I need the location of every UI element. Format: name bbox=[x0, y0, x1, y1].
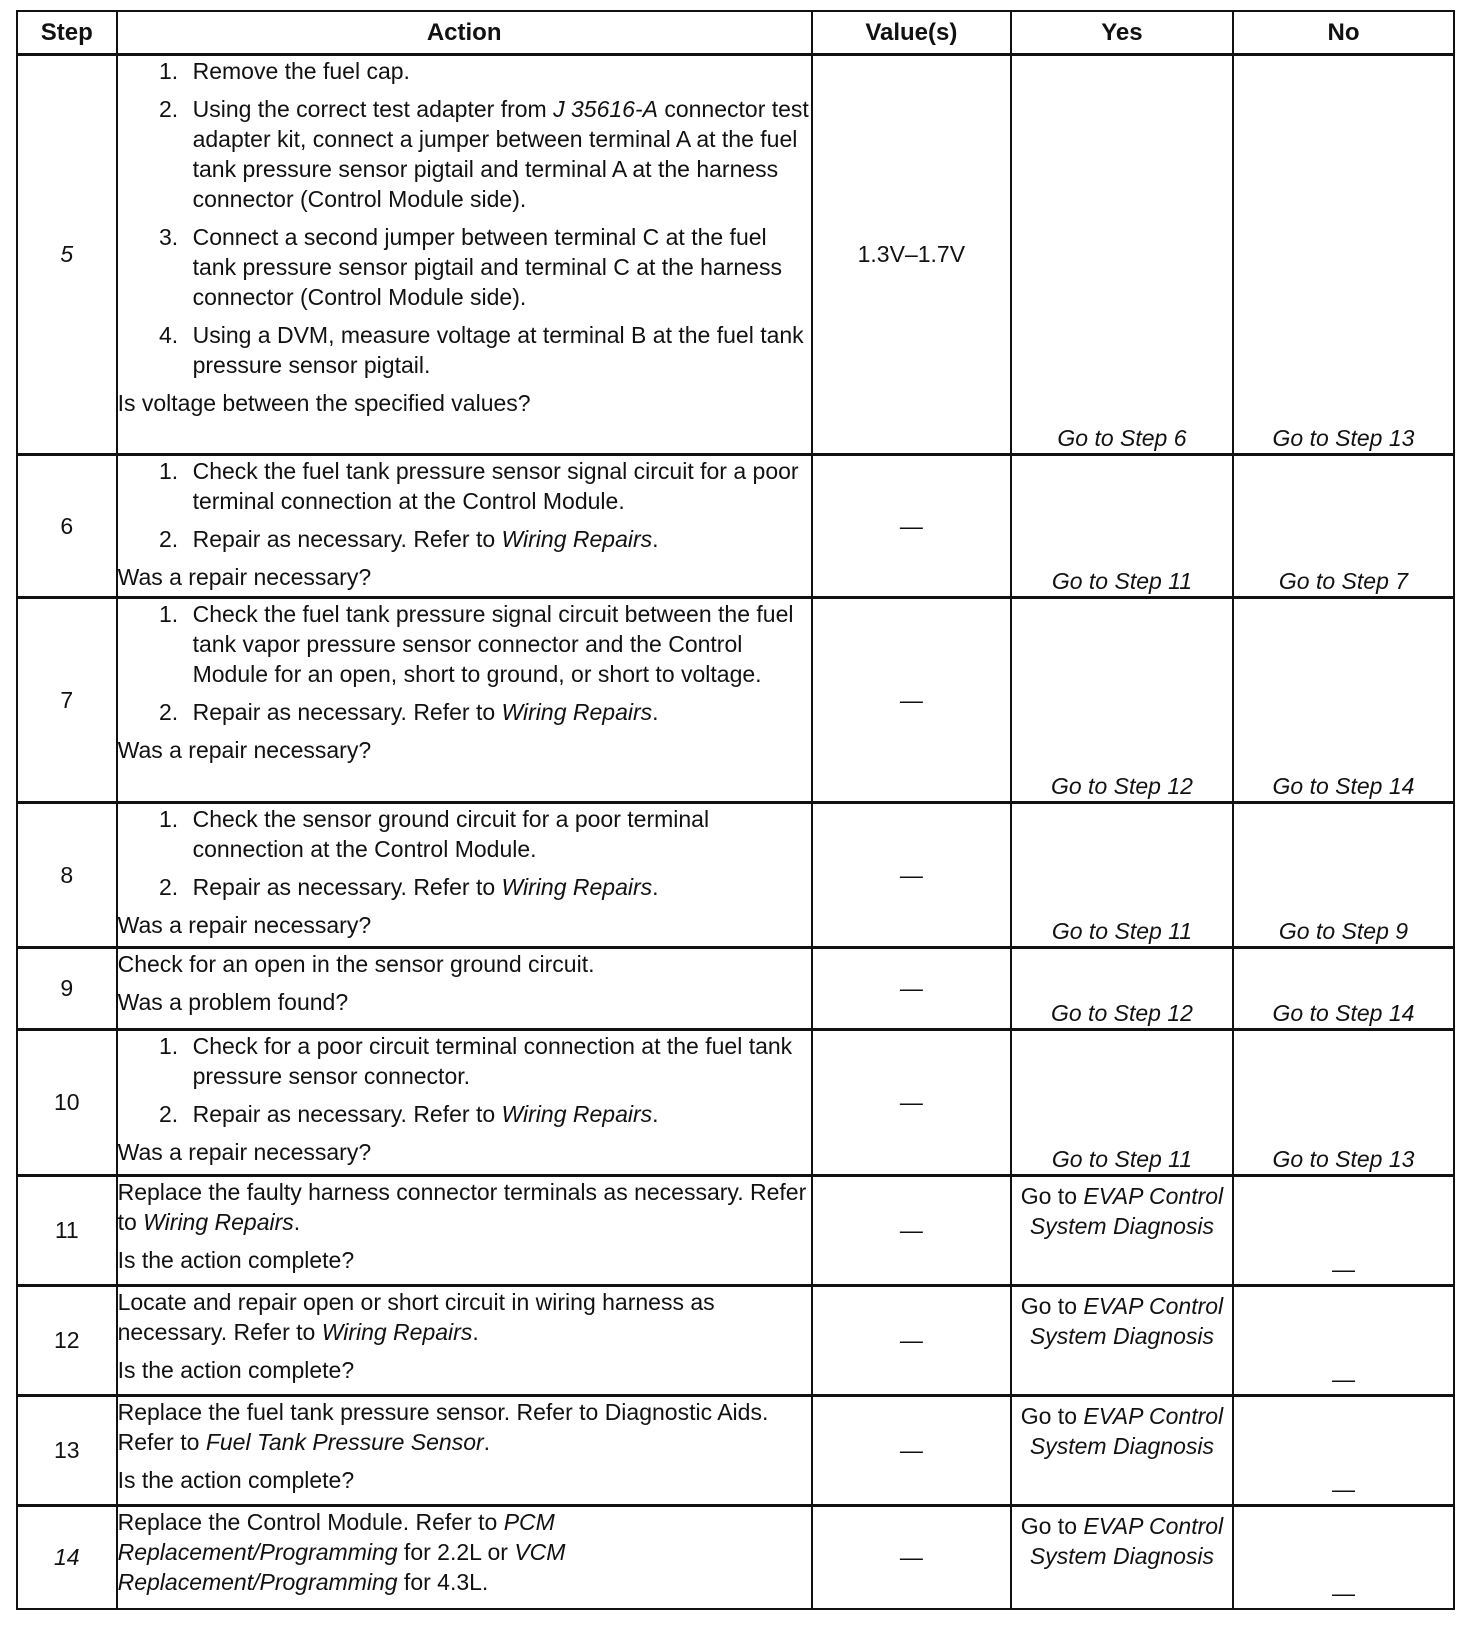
question: Is the action complete? bbox=[117, 1467, 355, 1493]
value-cell: — bbox=[812, 948, 1011, 1030]
no-cell: — bbox=[1233, 1176, 1454, 1286]
action-item: 2. Repair as necessary. Refer to Wiring Repairs. bbox=[185, 872, 811, 902]
table-row bbox=[17, 803, 1454, 948]
action-item: 2. Repair as necessary. Refer to Wiring Repairs. bbox=[185, 1099, 811, 1129]
table-row bbox=[17, 1176, 1454, 1286]
action-cell bbox=[117, 948, 812, 1030]
yes-cell: Go to Step 11 bbox=[1011, 803, 1233, 948]
value-cell: — bbox=[812, 1506, 1011, 1609]
step-number: 7 bbox=[17, 598, 117, 803]
table-row bbox=[17, 455, 1454, 598]
action-item: 2. Repair as necessary. Refer to Wiring Repairs. bbox=[185, 697, 811, 727]
action-cell bbox=[117, 1176, 812, 1286]
table-row bbox=[17, 1030, 1454, 1176]
table-row bbox=[17, 1396, 1454, 1506]
action-item: 1. Check the fuel tank pressure sensor signal circuit for a poor terminal connection at the Control Module. bbox=[185, 456, 811, 516]
header-action: Action bbox=[117, 11, 812, 55]
no-cell: — bbox=[1233, 1396, 1454, 1506]
action-item: 3. Connect a second jumper between terminal C at the fuel tank pressure sensor pigtail and terminal C at the harness connector (Control Module side). bbox=[185, 222, 811, 312]
value-cell: — bbox=[812, 1286, 1011, 1396]
question: Was a problem found? bbox=[117, 989, 349, 1015]
yes-cell: Go to Step 11 bbox=[1011, 455, 1233, 598]
header-values: Value(s) bbox=[812, 11, 1011, 55]
no-cell: Go to Step 7 bbox=[1233, 455, 1454, 598]
yes-cell: Go to Step 11 bbox=[1011, 1030, 1233, 1176]
step-number: 6 bbox=[17, 455, 117, 598]
action-item: 1. Remove the fuel cap. bbox=[185, 56, 811, 86]
question: Was a repair necessary? bbox=[117, 737, 372, 763]
question: Is the action complete? bbox=[117, 1357, 355, 1383]
yes-cell: Go to EVAP Control System Diagnosis bbox=[1011, 1286, 1233, 1396]
diagnostic-table bbox=[16, 10, 1455, 1610]
action-text: Check for an open in the sensor ground circuit. bbox=[117, 951, 595, 977]
action-cell bbox=[117, 1396, 812, 1506]
action-text: Replace the fuel tank pressure sensor. Refer to Diagnostic Aids. Refer to Fuel Tank Pressure Sensor. bbox=[117, 1399, 769, 1455]
step-number: 5 bbox=[17, 55, 117, 455]
action-cell bbox=[117, 55, 812, 455]
step-number: 13 bbox=[17, 1396, 117, 1506]
action-item: 2. Repair as necessary. Refer to Wiring Repairs. bbox=[185, 524, 811, 554]
question: Is the action complete? bbox=[117, 1247, 355, 1273]
question: Was a repair necessary? bbox=[117, 564, 372, 590]
header-row bbox=[17, 11, 1454, 55]
action-cell bbox=[117, 1030, 812, 1176]
table-row bbox=[17, 1506, 1454, 1609]
yes-cell: Go to Step 12 bbox=[1011, 598, 1233, 803]
question: Is voltage between the specified values? bbox=[117, 390, 531, 416]
value-cell: 1.3V–1.7V bbox=[812, 55, 1011, 455]
step-number: 8 bbox=[17, 803, 117, 948]
step-number: 14 bbox=[17, 1506, 117, 1609]
step-number: 9 bbox=[17, 948, 117, 1030]
value-cell: — bbox=[812, 803, 1011, 948]
value-cell: — bbox=[812, 455, 1011, 598]
action-text: Replace the faulty harness connector terminals as necessary. Refer to Wiring Repairs. bbox=[117, 1179, 807, 1235]
yes-cell: Go to EVAP Control System Diagnosis bbox=[1011, 1396, 1233, 1506]
question: Was a repair necessary? bbox=[117, 912, 372, 938]
no-cell: — bbox=[1233, 1506, 1454, 1609]
no-cell: Go to Step 14 bbox=[1233, 948, 1454, 1030]
header-step: Step bbox=[17, 11, 117, 55]
action-text: Locate and repair open or short circuit in wiring harness as necessary. Refer to Wiring Repairs. bbox=[117, 1289, 715, 1345]
yes-cell: Go to Step 12 bbox=[1011, 948, 1233, 1030]
step-number: 10 bbox=[17, 1030, 117, 1176]
table-row bbox=[17, 1286, 1454, 1396]
no-cell: Go to Step 14 bbox=[1233, 598, 1454, 803]
table-row bbox=[17, 598, 1454, 803]
action-cell bbox=[117, 1506, 812, 1609]
table-row bbox=[17, 55, 1454, 455]
header-no: No bbox=[1233, 11, 1454, 55]
no-cell: Go to Step 13 bbox=[1233, 1030, 1454, 1176]
value-cell: — bbox=[812, 1176, 1011, 1286]
action-item: 2. Using the correct test adapter from J 35616-A connector test adapter kit, connect a jumper between terminal A at the fuel tank pressure sensor pigtail and terminal A at the harness connector (Control Module side). bbox=[185, 94, 811, 214]
no-cell: Go to Step 9 bbox=[1233, 803, 1454, 948]
action-item: 1. Check the fuel tank pressure signal circuit between the fuel tank vapor pressure sensor connector and the Control Module for an open, short to ground, or short to voltage. bbox=[185, 599, 811, 689]
step-number: 12 bbox=[17, 1286, 117, 1396]
table-row bbox=[17, 948, 1454, 1030]
action-item: 1. Check the sensor ground circuit for a poor terminal connection at the Control Module. bbox=[185, 804, 811, 864]
yes-cell: Go to EVAP Control System Diagnosis bbox=[1011, 1506, 1233, 1609]
action-cell bbox=[117, 1286, 812, 1396]
no-cell: — bbox=[1233, 1286, 1454, 1396]
value-cell: — bbox=[812, 598, 1011, 803]
step-number: 11 bbox=[17, 1176, 117, 1286]
value-cell: — bbox=[812, 1396, 1011, 1506]
value-cell: — bbox=[812, 1030, 1011, 1176]
header-yes: Yes bbox=[1011, 11, 1233, 55]
action-cell bbox=[117, 455, 812, 598]
action-cell bbox=[117, 803, 812, 948]
yes-cell: Go to EVAP Control System Diagnosis bbox=[1011, 1176, 1233, 1286]
no-cell: Go to Step 13 bbox=[1233, 55, 1454, 455]
action-item: 1. Check for a poor circuit terminal connection at the fuel tank pressure sensor connector. bbox=[185, 1031, 811, 1091]
action-text: Replace the Control Module. Refer to PCM Replacement/Programming for 2.2L or VCM Replacement/Programming for 4.3L. bbox=[117, 1509, 566, 1595]
action-item: 4. Using a DVM, measure voltage at terminal B at the fuel tank pressure sensor pigtail. bbox=[185, 320, 811, 380]
question: Was a repair necessary? bbox=[117, 1139, 372, 1165]
action-cell bbox=[117, 598, 812, 803]
yes-cell: Go to Step 6 bbox=[1011, 55, 1233, 455]
